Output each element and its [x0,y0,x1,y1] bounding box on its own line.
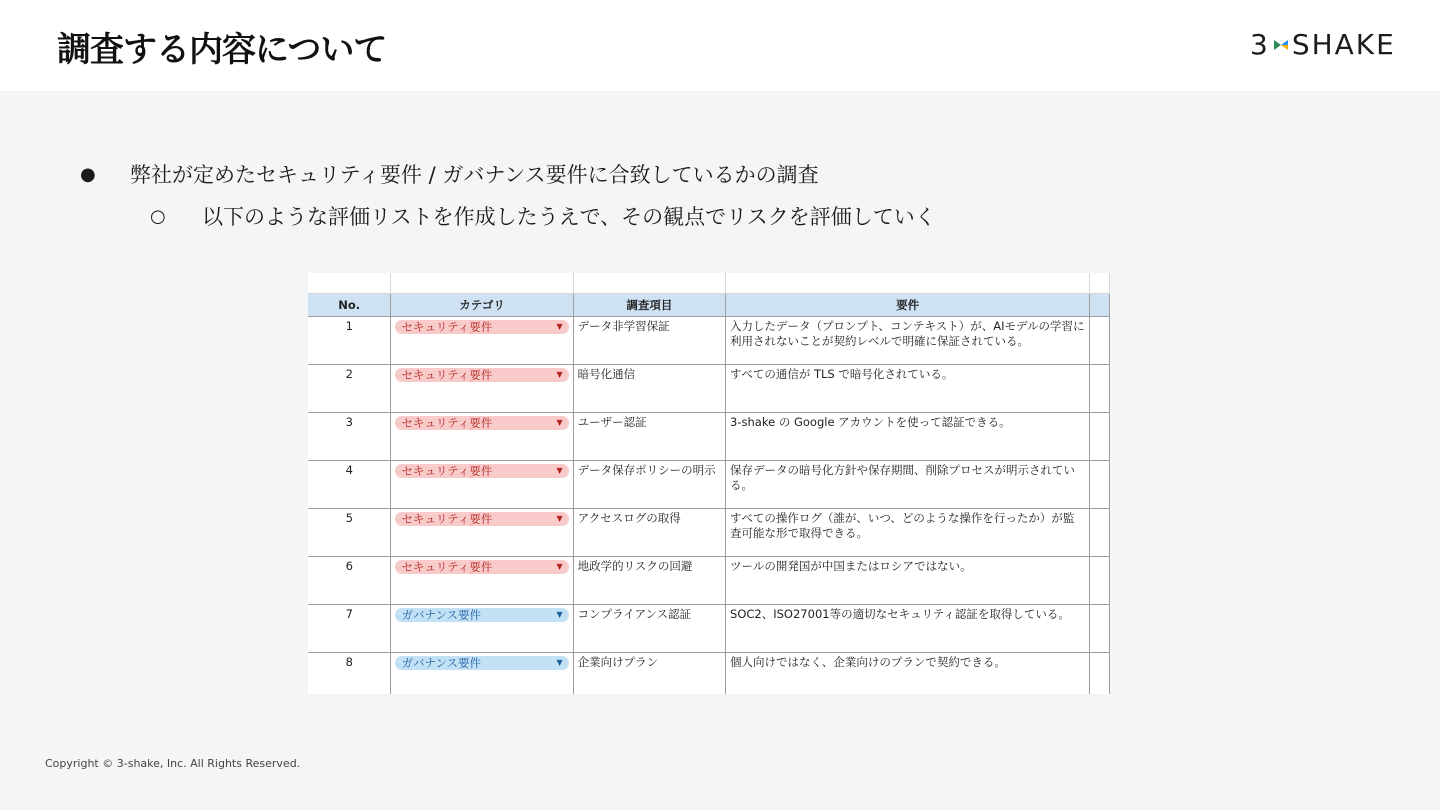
header-no: No. [308,294,391,317]
header-extra [1090,294,1110,317]
cell-no: 8 [308,653,391,695]
cell-no: 4 [308,461,391,509]
table-row [308,365,1110,413]
category-label: ガバナンス要件 [401,608,482,622]
table-row [308,509,1110,557]
cell-extra [1090,605,1110,653]
dropdown-caret-icon: ▼ [556,562,563,571]
dropdown-caret-icon: ▼ [556,418,563,427]
category-label: セキュリティ要件 [401,560,493,574]
cell-item: アクセスログの取得 [573,509,725,557]
cell-category [391,413,573,461]
evaluation-sheet-image [308,273,1110,694]
cell-no: 1 [308,317,391,365]
category-chip[interactable] [395,512,568,526]
bullet-text: 以下のような評価リストを作成したうえで、その観点でリスクを評価していく [202,205,936,229]
table-row [308,605,1110,653]
cell-no: 2 [308,365,391,413]
category-chip[interactable] [395,464,568,478]
category-label: セキュリティ要件 [401,368,493,382]
copyright-footer: Copyright © 3-shake, Inc. All Rights Reserved. [45,757,301,770]
table-row [308,317,1110,365]
cell-no: 3 [308,413,391,461]
cell-item: コンプライアンス認証 [573,605,725,653]
category-label: セキュリティ要件 [401,464,493,478]
category-label: セキュリティ要件 [401,512,493,526]
cell-category [391,605,573,653]
category-chip[interactable] [395,560,568,574]
cell-requirement: 入力したデータ（プロンプト、コンテキスト）が、AIモデルの学習に利用されないことが契約レベルで明確に保証されている。 [726,317,1090,365]
table-row [308,461,1110,509]
table-row [308,557,1110,605]
cell-requirement: 3-shake の Google アカウントを使って認証できる。 [726,413,1090,461]
category-label: ガバナンス要件 [401,656,482,670]
table-row [308,413,1110,461]
cell-category [391,509,573,557]
header-category: カテゴリ [391,294,573,317]
cell-category [391,317,573,365]
cell-extra [1090,653,1110,695]
evaluation-table [308,273,1110,694]
cell-extra [1090,557,1110,605]
logo-wordmark: SHAKE [1291,28,1396,61]
blank-row [308,273,1110,294]
bullet-text: 弊社が定めたセキュリティ要件 / ガバナンス要件に合致しているかの調査 [130,163,819,187]
header-item: 調査項目 [573,294,725,317]
dropdown-caret-icon: ▼ [556,658,563,667]
category-label: セキュリティ要件 [401,416,493,430]
slide-header [0,0,1440,91]
cell-category [391,461,573,509]
category-label: セキュリティ要件 [401,320,493,334]
cell-no: 6 [308,557,391,605]
cell-item: データ保存ポリシーの明示 [573,461,725,509]
cell-item: 地政学的リスクの回避 [573,557,725,605]
dropdown-caret-icon: ▼ [556,370,563,379]
dropdown-caret-icon: ▼ [556,322,563,331]
cell-requirement: 保存データの暗号化方針や保存期間、削除プロセスが明示されている。 [726,461,1090,509]
cell-category [391,365,573,413]
table-header-row [308,294,1110,317]
logo-digit: 3 [1250,28,1270,61]
category-chip[interactable] [395,320,568,334]
cell-category [391,557,573,605]
cell-requirement: SOC2、ISO27001等の適切なセキュリティ認証を取得している。 [726,605,1090,653]
cell-category [391,653,573,695]
cell-requirement: すべての操作ログ（誰が、いつ、どのような操作を行ったか）が監査可能な形で取得できる。 [726,509,1090,557]
category-chip[interactable] [395,608,568,622]
cell-item: ユーザー認証 [573,413,725,461]
cell-extra [1090,413,1110,461]
cell-item: 企業向けプラン [573,653,725,695]
bullet-circle-icon: ○ [150,206,166,227]
cell-item: データ非学習保証 [573,317,725,365]
cell-extra [1090,365,1110,413]
cell-requirement: すべての通信が TLS で暗号化されている。 [726,365,1090,413]
page-title: 調査する内容について [57,30,387,70]
dropdown-caret-icon: ▼ [556,466,563,475]
header-requirement: 要件 [726,294,1090,317]
dropdown-caret-icon: ▼ [556,610,563,619]
logo-mark-icon [1271,30,1291,60]
cell-item: 暗号化通信 [573,365,725,413]
dropdown-caret-icon: ▼ [556,514,563,523]
table-row [308,653,1110,695]
category-chip[interactable] [395,416,568,430]
bullet-dot-icon: ● [80,164,96,185]
cell-extra [1090,461,1110,509]
cell-no: 7 [308,605,391,653]
cell-extra [1090,317,1110,365]
cell-no: 5 [308,509,391,557]
company-logo [1250,28,1396,61]
cell-requirement: 個人向けではなく、企業向けのプランで契約できる。 [726,653,1090,695]
cell-requirement: ツールの開発国が中国またはロシアではない。 [726,557,1090,605]
cell-extra [1090,509,1110,557]
category-chip[interactable] [395,368,568,382]
category-chip[interactable] [395,656,568,670]
